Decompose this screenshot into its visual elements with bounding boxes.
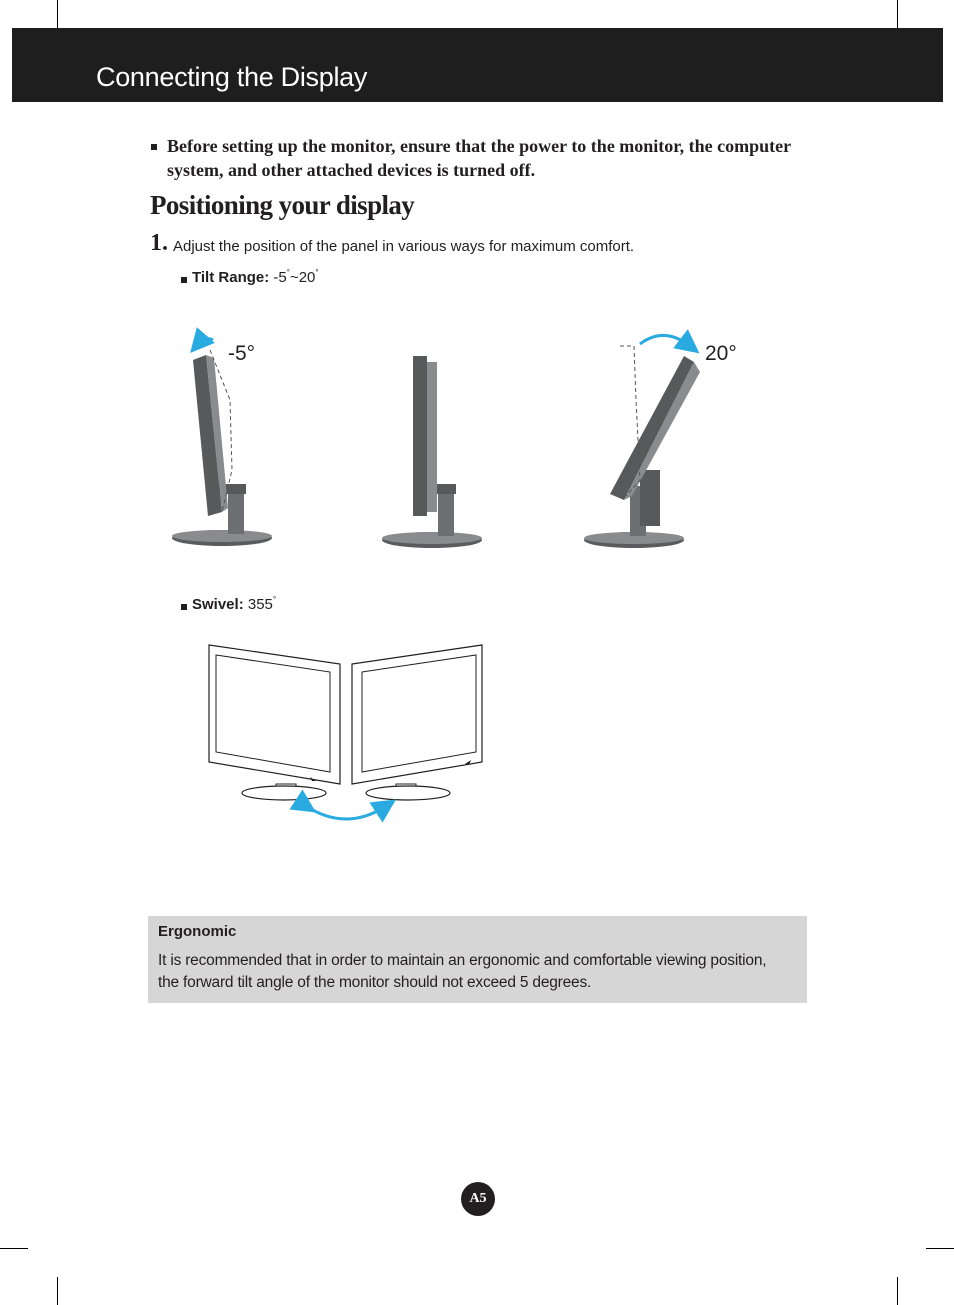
swivel-label: Swivel: [192, 596, 244, 613]
tilt-min: -5 [273, 269, 287, 286]
angle-label-minus5: -5° [228, 342, 256, 365]
angle-label-20: 20° [705, 342, 737, 365]
crop-mark [926, 1248, 954, 1249]
degree-symbol: ° [286, 268, 290, 277]
tilt-range-label: Tilt Range: [192, 269, 270, 286]
page-title: Connecting the Display [96, 62, 368, 92]
page-number: A5 [461, 1182, 495, 1216]
note-title: Ergonomic [158, 923, 237, 940]
intro-warning: Before setting up the monitor, ensure that the power to the monitor, the computer system, and other attached devices is turned off. [167, 136, 791, 180]
step-number: 1. [150, 230, 168, 256]
crop-mark [0, 1248, 28, 1249]
swivel-value: 355 [247, 596, 273, 613]
degree-symbol: ° [272, 595, 277, 604]
note-body: It is recommended that in order to maintain an ergonomic and comfortable viewing position, the forward tilt angle of the monitor should not exceed 5 degrees. [158, 952, 767, 991]
monitor-front-right [352, 645, 482, 800]
step-text: Adjust the position of the panel in various ways for maximum comfort. [173, 238, 635, 255]
monitor-front-left [209, 645, 340, 800]
tilt-max: ~20 [289, 269, 316, 286]
section-title: Positioning your display [150, 190, 415, 220]
degree-symbol: ° [315, 268, 319, 277]
crop-mark [897, 1277, 898, 1305]
crop-mark [57, 1277, 58, 1305]
